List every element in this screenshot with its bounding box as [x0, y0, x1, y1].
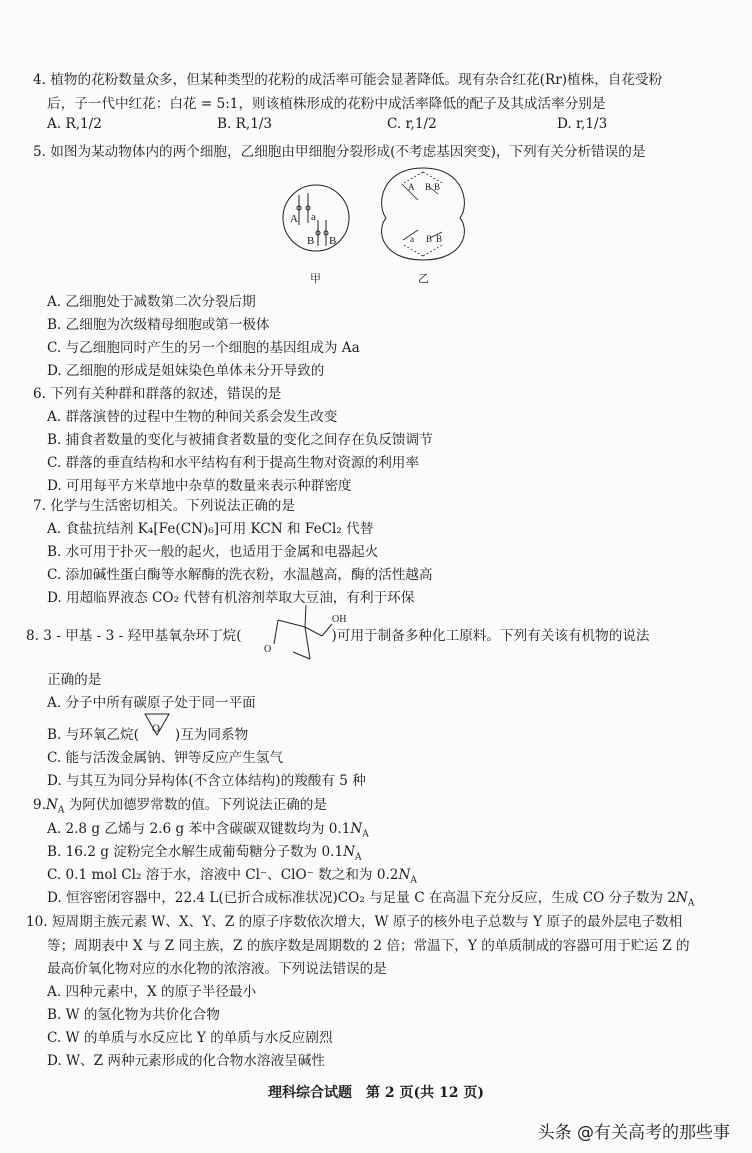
q10-option-b: B. W 的氢化物为共价化合物: [47, 1007, 220, 1023]
cell-yi: [382, 168, 465, 260]
q8-option-b: [47, 723, 248, 743]
q8-text-b: )可用于制备多种化工原料。下列有关该有机物的说法: [331, 628, 650, 644]
q5-option-b: B. 乙细胞为次级精母细胞或第一极体: [47, 317, 270, 333]
gene-B1: B: [307, 235, 315, 247]
q5-line1: 5. 如图为某动物体内的两个细胞，乙细胞由甲细胞分裂形成(不考虑基因突变)，下列有关分析错误的是: [33, 144, 646, 160]
q9-b-text: B. 16.2 g 淀粉完全水解生成葡萄糖分子数为 0.1: [47, 844, 344, 860]
q6-line1: 6. 下列有关种群和群落的叙述，错误的是: [33, 386, 282, 402]
epoxide-structure: [139, 725, 175, 739]
gene-B2: B: [329, 235, 337, 247]
q8-option-b-text-a: B. 与环氧乙烷(: [47, 727, 139, 743]
q10-option-d: D. W、Z 两种元素形成的化合物水溶液呈碱性: [47, 1053, 325, 1069]
page-footer: 理科综合试题 第 2 页(共 12 页): [268, 1085, 484, 1101]
na-symbol: N: [45, 797, 58, 813]
epoxide-o: O: [151, 724, 161, 735]
na-sub: A: [410, 875, 417, 886]
q9-option-c: [47, 863, 417, 886]
q4-line2: 后，子一代中红花：白花 = 5:1，则该植株形成的花粉中成活率降低的配子及其成活率分别是: [47, 96, 606, 112]
q7-option-a: A. 食盐抗结剂 K₄[Fe(CN)₆]可用 KCN 和 FeCl₂ 代替: [47, 521, 374, 537]
cell-diagram: [260, 160, 500, 290]
q4-options: [47, 116, 727, 132]
q7-option-b: B. 水可用于扑灭一般的起火，也适用于金属和电器起火: [47, 544, 379, 560]
q4-option-c: C. r,1/2: [387, 116, 437, 132]
q4-option-a: A. R,1/2: [47, 116, 102, 132]
yi-gene-B-bottom: B: [426, 234, 433, 244]
q9-text: 为阿伏加德罗常数的值。下列说法正确的是: [68, 797, 327, 813]
q4-option-b: B. R,1/3: [217, 116, 273, 132]
q10-line3: 最高价氧化物对应的水化物的浓溶液。下列说法错误的是: [47, 961, 387, 977]
q4-line1: 4. 植物的花粉数量众多，但某种类型的花粉的成活率可能会显著降低。现有杂合红花(Rr)植株，自花受粉: [33, 72, 663, 88]
q7-line1: 7. 化学与生活密切相关。下列说法正确的是: [33, 498, 295, 514]
q8-option-c: C. 能与活泼金属钠、钾等反应产生氢气: [47, 750, 284, 766]
o-label: O: [264, 644, 272, 655]
label-yi: 乙: [418, 273, 429, 285]
na-sub: A: [355, 852, 362, 863]
na-symbol: N: [398, 867, 411, 883]
na-sub: A: [57, 805, 65, 816]
q9-option-d: [47, 886, 694, 909]
q9-line1: [33, 793, 327, 816]
yi-gene-a: a: [410, 234, 414, 244]
q9-d-text: D. 恒容密闭容器中，22.4 L(已折合成标准状况)CO₂ 与足量 C 在高温下充分反应，生成 CO 分子数为 2: [47, 890, 676, 906]
oxetane-structure: [260, 602, 360, 664]
gene-A: A: [290, 213, 298, 225]
yi-gene-B-top: B: [425, 182, 432, 192]
q5-option-d: D. 乙细胞的形成是姐妹染色单体未分开导致的: [47, 363, 325, 379]
q9-option-a: [47, 817, 369, 840]
q9-c-text: C. 0.1 mol Cl₂ 溶于水，溶液中 Cl⁻、ClO⁻ 数之和为 0.2: [47, 867, 399, 883]
label-jia: 甲: [310, 273, 321, 285]
q9-number: 9.: [33, 797, 46, 813]
na-sub: A: [362, 829, 369, 840]
q6-option-b: B. 捕食者数量的变化与被捕食者数量的变化之间存在负反馈调节: [47, 432, 433, 448]
yi-gene-B-bottom2: B: [436, 234, 443, 244]
q6-option-a: A. 群落演替的过程中生物的种间关系会发生改变: [47, 409, 338, 425]
q6-option-d: D. 可用每平方米草地中杂草的数量来表示种群密度: [47, 478, 352, 494]
q8-option-a: A. 分子中所有碳原子处于同一平面: [47, 695, 256, 711]
q9-option-b: [47, 840, 362, 863]
q8-option-b-text-b: )互为同系物: [174, 727, 249, 743]
q8-line2: 正确的是: [47, 672, 102, 688]
q10-option-a: A. 四种元素中，X 的原子半径最小: [47, 984, 257, 1000]
q10-line1: 10. 短周期主族元素 W、X、Y、Z 的原子序数依次增大，W 原子的核外电子总数与 Y 原子的最外层电子数相: [26, 914, 683, 930]
q5-option-a: A. 乙细胞处于减数第二次分裂后期: [47, 294, 256, 310]
watermark: 头条 @有关高考的那些事: [537, 1123, 730, 1143]
q10-line2: 等；周期表中 X 与 Z 同主族，Z 的族序数是周期数的 2 倍；常温下，Y 的单质制成的容器可用于贮运 Z 的: [47, 938, 690, 954]
oh-label: OH: [332, 614, 347, 625]
na-symbol: N: [350, 821, 363, 837]
q4-option-d: D. r,1/3: [557, 116, 608, 132]
q7-option-d: D. 用超临界液态 CO₂ 代替有机溶剂萃取大豆油，有利于环保: [47, 590, 415, 606]
q7-option-c: C. 添加碱性蛋白酶等水解酶的洗衣粉，水温越高，酶的活性越高: [47, 567, 433, 583]
na-symbol: N: [675, 890, 688, 906]
yi-gene-B-top2: B: [434, 182, 441, 192]
q8-option-d: D. 与其互为同分异构体(不含立体结构)的羧酸有 5 种: [47, 773, 366, 789]
yi-gene-A: A: [408, 182, 415, 192]
q9-a-text: A. 2.8 g 乙烯与 2.6 g 苯中含碳碳双键数均为 0.1: [47, 821, 351, 837]
q6-option-c: C. 群落的垂直结构和水平结构有利于提高生物对资源的利用率: [47, 455, 419, 471]
na-symbol: N: [343, 844, 355, 860]
q5-option-c: C. 与乙细胞同时产生的另一个细胞的基因组成为 Aa: [47, 340, 360, 356]
q8-text-a: 8. 3 - 甲基 - 3 - 羟甲基氧杂环丁烷(: [26, 628, 242, 644]
na-sub: A: [687, 898, 695, 909]
q10-option-c: C. W 的单质与水反应比 Y 的单质与水反应剧烈: [47, 1030, 333, 1046]
gene-a: a: [311, 211, 316, 223]
